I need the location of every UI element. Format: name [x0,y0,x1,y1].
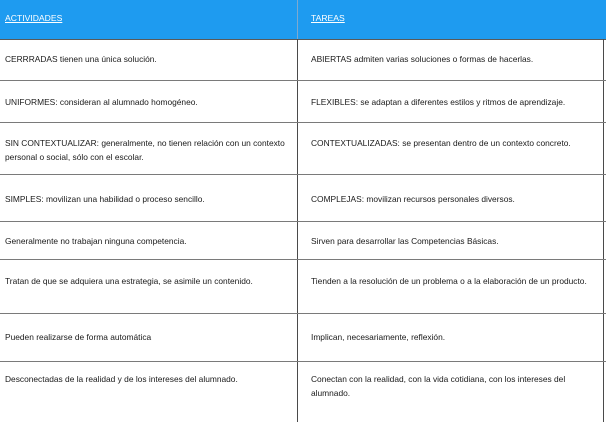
row-3-tarea: CONTEXTUALIZADAS: se presentan dentro de un contexto concreto. [311,138,571,148]
table-row [0,175,606,222]
row-6-tarea: Tienden a la resolución de un problema o a la elaboración de un producto. [311,276,587,286]
header-tareas: TAREAS [311,13,345,23]
header-divider [297,0,298,39]
row-2-tarea: FLEXIBLES: se adaptan a diferentes estilos y ritmos de aprendizaje. [311,97,566,107]
row-6-actividad: Tratan de que se adquiera una estrategia, se asimile un contenido. [5,276,253,286]
table-row [0,123,606,175]
row-4-actividad: SIMPLES: movilizan una habilidad o proceso sencillo. [5,194,205,204]
table-row [0,222,606,260]
header-actividades: ACTIVIDADES [5,13,63,23]
table-row [0,260,606,314]
row-5-actividad: Generalmente no trabajan ninguna competencia. [5,236,187,246]
row-3-actividad: SIN CONTEXTUALIZAR: generalmente, no tienen relación con un contexto personal o social, sólo con el escolar. [5,138,285,162]
table-row [0,39,606,81]
row-1-tarea: ABIERTAS admiten varias soluciones o formas de hacerlas. [311,54,534,64]
table-row [0,81,606,123]
row-7-tarea: Implican, necesariamente, reflexión. [311,332,446,342]
row-4-tarea: COMPLEJAS: movilizan recursos personales diversos. [311,194,515,204]
table-row [0,362,606,422]
row-1-actividad: CERRRADAS tienen una única solución. [5,54,157,64]
row-5-tarea: Sirven para desarrollar las Competencias Básicas. [311,236,499,246]
table-row [0,314,606,362]
row-2-actividad: UNIFORMES: consideran al alumnado homogéneo. [5,97,198,107]
row-8-tarea: Conectan con la realidad, con la vida cotidiana, con los intereses del alumnado. [311,374,566,398]
table-header [0,0,606,40]
row-7-actividad: Pueden realizarse de forma automática [5,332,152,342]
row-8-actividad: Desconectadas de la realidad y de los intereses del alumnado. [5,374,238,384]
